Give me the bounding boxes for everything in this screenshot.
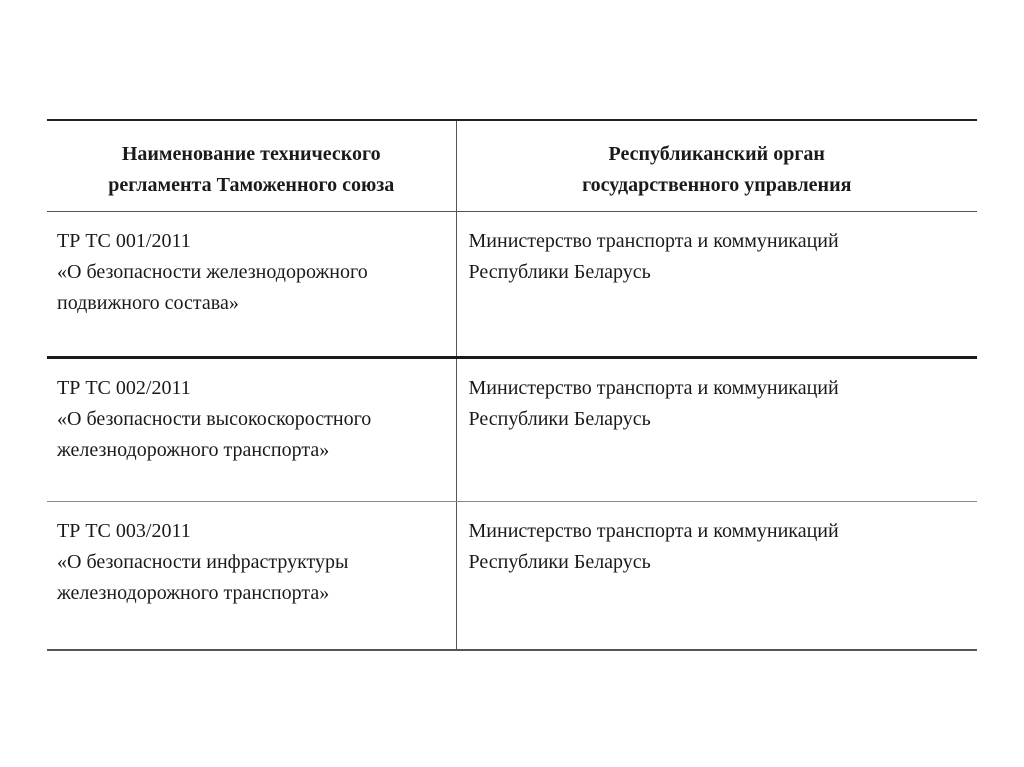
regulation-code: ТР ТС 003/2011: [57, 520, 191, 542]
table-row: [47, 358, 977, 502]
authority-line: Республики Беларусь: [468, 551, 651, 573]
authority-line: Министерство транспорта и коммуникаций: [468, 520, 839, 542]
authority-line: Министерство транспорта и коммуникаций: [468, 230, 839, 252]
regulations-table-container: [47, 119, 977, 647]
table-row: [47, 212, 977, 358]
table-row: [47, 502, 977, 650]
regulation-title-line: «О безопасности железнодорожного: [57, 261, 368, 283]
regulation-code: ТР ТС 002/2011: [57, 377, 191, 399]
regulation-title-line: «О безопасности инфраструктуры: [57, 551, 349, 573]
authority-cell: [456, 358, 977, 502]
authority-line: Республики Беларусь: [468, 261, 651, 283]
regulation-title-line: железнодорожного транспорта»: [57, 582, 330, 604]
authority-cell: [456, 502, 977, 650]
authority-line: Республики Беларусь: [468, 408, 651, 430]
regulation-code: ТР ТС 001/2011: [57, 230, 191, 252]
regulations-table: [47, 119, 977, 651]
authority-cell: [456, 212, 977, 358]
regulation-cell: [47, 212, 456, 358]
regulation-title-line: подвижного состава»: [57, 292, 239, 314]
table-header-row: [47, 120, 977, 212]
regulation-title-line: железнодорожного транспорта»: [57, 439, 330, 461]
regulation-title-line: «О безопасности высокоскоростного: [57, 408, 372, 430]
column-divider-tail: [456, 645, 457, 649]
regulation-cell: [47, 358, 456, 502]
header-regulation-name: Наименование технического регламента Таможенного союза: [47, 120, 456, 212]
authority-line: Министерство транспорта и коммуникаций: [468, 377, 839, 399]
regulation-cell: [47, 502, 456, 650]
header-authority: Республиканский орган государственного управления: [456, 120, 977, 212]
